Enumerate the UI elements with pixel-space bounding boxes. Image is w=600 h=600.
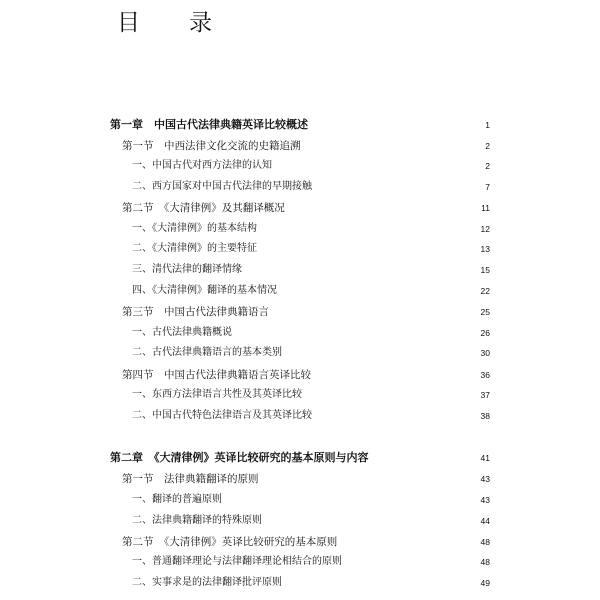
toc-page-number: 25 (480, 307, 490, 317)
page-title: 目 录 (117, 10, 225, 36)
toc-page-number: 48 (480, 537, 490, 547)
toc-page-number: 37 (480, 390, 490, 400)
toc-entry-section (0, 533, 600, 551)
toc-entry-item (0, 407, 600, 425)
toc-entry-title: 二、中国古代特色法律语言及其英译比较 (132, 410, 312, 421)
toc-page-number: 49 (480, 578, 490, 588)
toc-entry-item (0, 324, 600, 342)
toc-entry-title: 第二节 《大清律例》英译比较研究的基本原则 (122, 536, 338, 548)
toc-page-number: 1 (485, 120, 490, 130)
toc-entry-title: 四、《大清律例》翻译的基本情况 (132, 285, 277, 296)
toc-entry-title: 第二节 《大清律例》及其翻译概况 (122, 202, 285, 214)
toc-entry-title: 第二章 《大清律例》英译比较研究的基本原则与内容 (110, 451, 369, 464)
toc-entry-section (0, 470, 600, 488)
toc-entry-title: 第一节 中西法律文化交流的史籍追溯 (122, 140, 301, 152)
toc-entry-item (0, 157, 600, 175)
toc-page-number: 2 (485, 141, 490, 151)
toc-entry-item (0, 491, 600, 509)
toc-page-number: 11 (481, 203, 490, 213)
toc-page-number: 41 (480, 453, 490, 463)
toc-entry-title: 第一节 法律典籍翻译的原则 (122, 473, 259, 485)
toc-entry-item (0, 386, 600, 404)
toc-entry-title: 一、古代法律典籍概说 (132, 327, 232, 338)
toc-page-number: 43 (480, 474, 490, 484)
toc-page-number: 30 (480, 348, 490, 358)
toc-entry-item (0, 512, 600, 530)
toc-page-number: 13 (480, 244, 490, 254)
toc-entry-section (0, 137, 600, 155)
toc-entry-title: 第一章 中国古代法律典籍英译比较概述 (110, 118, 308, 131)
toc-page-number: 22 (480, 286, 490, 296)
toc-page-number: 26 (480, 328, 490, 338)
toc-entry-title: 三、清代法律的翻译情缘 (132, 264, 242, 275)
toc-entry-section (0, 303, 600, 321)
toc-page-number: 2 (485, 161, 490, 171)
toc-entry-item (0, 178, 600, 196)
toc-entry-title: 二、实事求是的法律翻译批评原则 (132, 577, 282, 588)
toc-entry-title: 一、普通翻译理论与法律翻译理论相结合的原则 (132, 556, 342, 567)
toc-entry-item (0, 282, 600, 300)
toc-entry-item (0, 240, 600, 258)
toc-entry-title: 二、西方国家对中国古代法律的早期接触 (132, 181, 312, 192)
toc-page-number: 43 (480, 495, 490, 505)
toc-entry-title: 第四节 中国古代法律典籍语言英译比较 (122, 369, 311, 381)
toc-entry-chapter (0, 449, 600, 467)
toc-page-number: 38 (480, 411, 490, 421)
toc-entry-item (0, 574, 600, 592)
toc-entry-title: 二、法律典籍翻译的特殊原则 (132, 515, 262, 526)
toc-page-number: 44 (480, 516, 490, 526)
toc-entry-item (0, 261, 600, 279)
toc-entry-item (0, 220, 600, 238)
toc-entry-item (0, 553, 600, 571)
toc-page-number: 7 (485, 182, 490, 192)
toc-page-number: 48 (480, 557, 490, 567)
toc-page-number: 36 (480, 370, 490, 380)
toc-entry-title: 一、《大清律例》的基本结构 (132, 223, 257, 234)
toc-entry-section (0, 199, 600, 217)
toc-entry-chapter (0, 116, 600, 134)
toc-page-number: 15 (480, 265, 490, 275)
toc-entry-title: 一、中国古代对西方法律的认知 (132, 160, 272, 171)
toc-entry-item (0, 344, 600, 362)
toc-entry-title: 第三节 中国古代法律典籍语言 (122, 306, 269, 318)
toc-entry-title: 一、翻译的普遍原则 (132, 494, 222, 505)
toc-entry-title: 二、《大清律例》的主要特征 (132, 243, 257, 254)
toc-entry-section (0, 366, 600, 384)
toc-page-number: 12 (480, 224, 490, 234)
toc-entry-title: 一、东西方法律语言共性及其英译比较 (132, 389, 302, 400)
toc-entry-title: 二、古代法律典籍语言的基本类别 (132, 347, 282, 358)
